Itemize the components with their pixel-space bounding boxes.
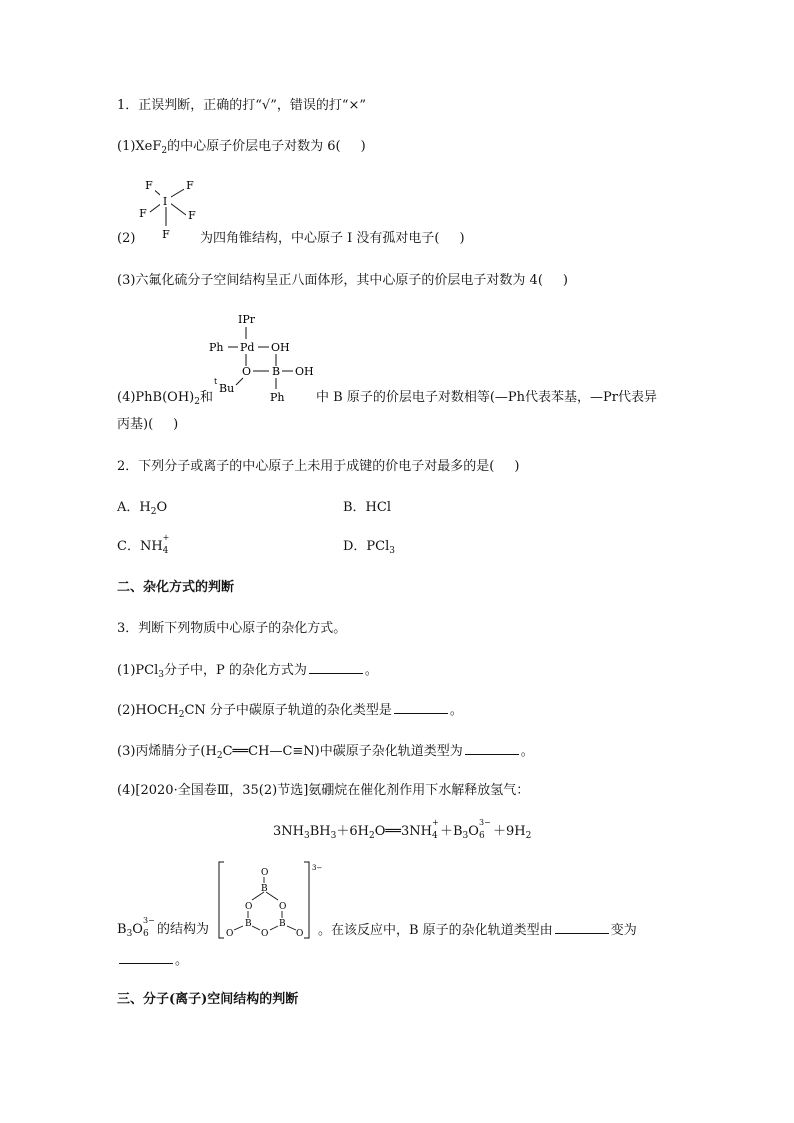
q3-s4a: (4)[2020·全国卷Ⅲ，35(2)节选]氨硼烷在催化剂作用下水解释放氢气： bbox=[117, 783, 530, 798]
pd-oxygen: O bbox=[242, 365, 252, 378]
q1-statement-4a bbox=[117, 389, 213, 407]
section-3-text: 三、分子(离子)空间结构的判断 bbox=[117, 992, 299, 1007]
q1-s1-rest: 的中心原子价层电子对数为 6( bbox=[167, 139, 341, 154]
ring-o-right: O bbox=[279, 902, 287, 912]
q3-part-3 bbox=[117, 742, 534, 761]
q1-s4-text: 中 B 原子的价层电子对数相等(—Ph代表苯基，—Pr代表异 bbox=[316, 390, 657, 405]
q1-s1-text: (1)XeF bbox=[117, 139, 162, 154]
q3-blank-5[interactable] bbox=[119, 951, 173, 964]
ring-b-right: B bbox=[279, 919, 286, 929]
eq-f: O bbox=[468, 824, 479, 839]
q1-s3-text: (3)六氟化硫分子空间结构呈正八面体形，其中心原子的价层电子对数为 4( bbox=[117, 273, 543, 288]
ring-b-left: B bbox=[245, 919, 252, 929]
q1-statement-3 bbox=[117, 272, 568, 290]
pd-ph-left: Ph bbox=[209, 341, 224, 354]
q1-s4-and: 和 bbox=[199, 390, 213, 405]
q3-equation: $3NH_3BH_3+6H_2O══3NH$ + 4 $+B_3O$ 3− 6 $+9H_2$ bbox=[273, 818, 532, 841]
if5-fluorine-5: F bbox=[162, 228, 170, 241]
q3-s3a: (3)丙烯腈分子(H bbox=[117, 744, 217, 759]
q2-d-label: D．PCl bbox=[343, 539, 390, 554]
if5-fluorine-3: F bbox=[139, 207, 147, 220]
q3-s4-struct-c: 的结构为 bbox=[156, 922, 209, 937]
q3-s2b: CN 分子中碳原子轨道的杂化类型是 bbox=[184, 703, 392, 718]
section-2-heading bbox=[117, 579, 234, 597]
if5-iodine: I bbox=[162, 195, 168, 208]
pd-boron: B bbox=[272, 365, 281, 378]
if5-fluorine-4: F bbox=[188, 209, 196, 222]
q3-s4-end: 。 bbox=[175, 953, 189, 968]
eq-sub7: 2 bbox=[525, 831, 532, 841]
pd-tbu-prefix: t bbox=[214, 377, 218, 386]
q1-statement-1 bbox=[117, 138, 366, 156]
q2-b-label: B．HCl bbox=[343, 500, 391, 515]
q1-s4-close: ) bbox=[173, 417, 179, 432]
ring-o-outer-right: O bbox=[296, 929, 304, 939]
q2-option-b bbox=[343, 499, 391, 517]
b3o6-ring-structure bbox=[216, 860, 323, 944]
eq-g: ＋9H bbox=[492, 824, 526, 839]
q1-s4-line2: 丙基)( bbox=[117, 417, 154, 432]
q3-s4-tail: 。在该反应中，B 原子的杂化轨道类型由 bbox=[318, 923, 553, 938]
q3-s1a: (1)PCl bbox=[117, 663, 159, 678]
q3-blank-3[interactable] bbox=[465, 742, 519, 755]
q1-intro-text: 1．正误判断，正确的打“√”，错误的打“×” bbox=[117, 98, 367, 113]
q2-stem-close: ) bbox=[514, 459, 520, 474]
eq-sub1: 3 bbox=[303, 831, 310, 841]
eq-a: 3NH bbox=[273, 824, 304, 839]
q1-s1-sub: 2 bbox=[161, 146, 168, 156]
ring-o-left: O bbox=[245, 902, 253, 912]
q1-s1-close: ) bbox=[360, 139, 366, 154]
q3-blank-2[interactable] bbox=[394, 701, 448, 714]
section-3-heading bbox=[117, 991, 298, 1009]
if5-fluorine-2: F bbox=[186, 179, 194, 192]
pd-oh-upper: OH bbox=[271, 341, 290, 354]
q1-s4-prefix: (4)PhB(OH) bbox=[117, 390, 195, 405]
q3-s2c: 。 bbox=[449, 703, 463, 718]
eq-c: ＋6H bbox=[336, 824, 369, 839]
q1-s2-text: 为四角锥结构，中心原子 I 没有孤对电子( bbox=[200, 231, 440, 246]
q3-s1-sub: 3 bbox=[158, 670, 165, 680]
q1-statement-2-prefix bbox=[117, 230, 135, 248]
q3-part-2 bbox=[117, 701, 463, 720]
q3-blank-1[interactable] bbox=[309, 661, 363, 674]
q1-statement-4c bbox=[117, 416, 178, 434]
q2-stem bbox=[117, 458, 519, 476]
q3-s2-sub: 2 bbox=[178, 710, 185, 720]
q3-s1b: 分子中，P 的杂化方式为 bbox=[164, 663, 307, 678]
ring-b-top: B bbox=[261, 884, 268, 894]
q3-blank-4[interactable] bbox=[555, 921, 609, 934]
q1-statement-4b bbox=[316, 389, 657, 407]
q3-part-4-end bbox=[117, 951, 188, 970]
pd-tbu-label: Bu bbox=[219, 382, 235, 395]
pd-atom: Pd bbox=[240, 341, 255, 354]
q2-option-a bbox=[117, 499, 167, 517]
q3-part-4-struct: $B_3O$ 3− 6 的结构为 bbox=[117, 916, 209, 939]
q3-part-4-tail bbox=[318, 921, 637, 940]
eq-sub2: 3 bbox=[330, 831, 337, 841]
q3-s3b: C══CH—C≡N)中碳原子杂化轨道类型为 bbox=[222, 744, 463, 759]
q1-s2-prefix: (2) bbox=[117, 231, 136, 246]
q3-s4-struct-a: B bbox=[117, 922, 127, 937]
q3-s4-tail2: 变为 bbox=[610, 923, 637, 938]
q1-statement-2 bbox=[200, 230, 465, 248]
q1-s4-sub: 2 bbox=[194, 397, 200, 407]
q3-part-1 bbox=[117, 661, 378, 680]
ring-o-top: O bbox=[261, 868, 269, 878]
eq-d: O══3NH bbox=[374, 824, 432, 839]
q3-stem-text: 3．判断下列物质中心原子的杂化方式。 bbox=[117, 621, 347, 636]
eq-sub5: 3 bbox=[462, 831, 469, 841]
q3-stem bbox=[117, 620, 346, 638]
q2-option-d bbox=[343, 538, 395, 556]
q2-c-label: C．NH bbox=[117, 539, 163, 554]
if5-structure bbox=[136, 172, 206, 244]
ring-o-bottom: O bbox=[261, 929, 269, 939]
q2-a-rest: O bbox=[156, 500, 168, 515]
q3-s4-struct-sub1: 3 bbox=[126, 929, 133, 939]
ring-charge: 3− bbox=[312, 864, 323, 872]
q1-s3-close: ) bbox=[562, 273, 568, 288]
pd-ph-lower: Ph bbox=[270, 391, 285, 404]
eq-sub3: 2 bbox=[368, 831, 375, 841]
if5-fluorine-1: F bbox=[145, 179, 153, 192]
q1-intro bbox=[117, 97, 366, 115]
q3-s4-struct-b: O bbox=[132, 922, 143, 937]
q2-a-sub: 2 bbox=[150, 507, 157, 517]
q3-s3c: 。 bbox=[520, 744, 534, 759]
q2-option-c: C．NH + 4 bbox=[117, 533, 170, 556]
pd-oh-lower: OH bbox=[295, 365, 314, 378]
q3-part-4 bbox=[117, 782, 529, 800]
section-2-text: 二、杂化方式的判断 bbox=[117, 580, 235, 595]
pd-complex-structure bbox=[206, 308, 330, 404]
q2-a-label: A．H bbox=[117, 500, 151, 515]
q3-s1c: 。 bbox=[364, 663, 378, 678]
q3-s2a: (2)HOCH bbox=[117, 703, 179, 718]
ring-o-outer-left: O bbox=[226, 929, 234, 939]
pd-ipr-label: IPr bbox=[238, 313, 256, 326]
q1-s2-close: ) bbox=[459, 231, 465, 246]
q2-d-sub: 3 bbox=[389, 546, 396, 556]
q3-s3-sub: 2 bbox=[216, 751, 223, 761]
q2-stem-text: 2．下列分子或离子的中心原子上未用于成键的价电子对最多的是( bbox=[117, 459, 495, 474]
eq-e: ＋B bbox=[439, 824, 463, 839]
eq-b: BH bbox=[309, 824, 331, 839]
